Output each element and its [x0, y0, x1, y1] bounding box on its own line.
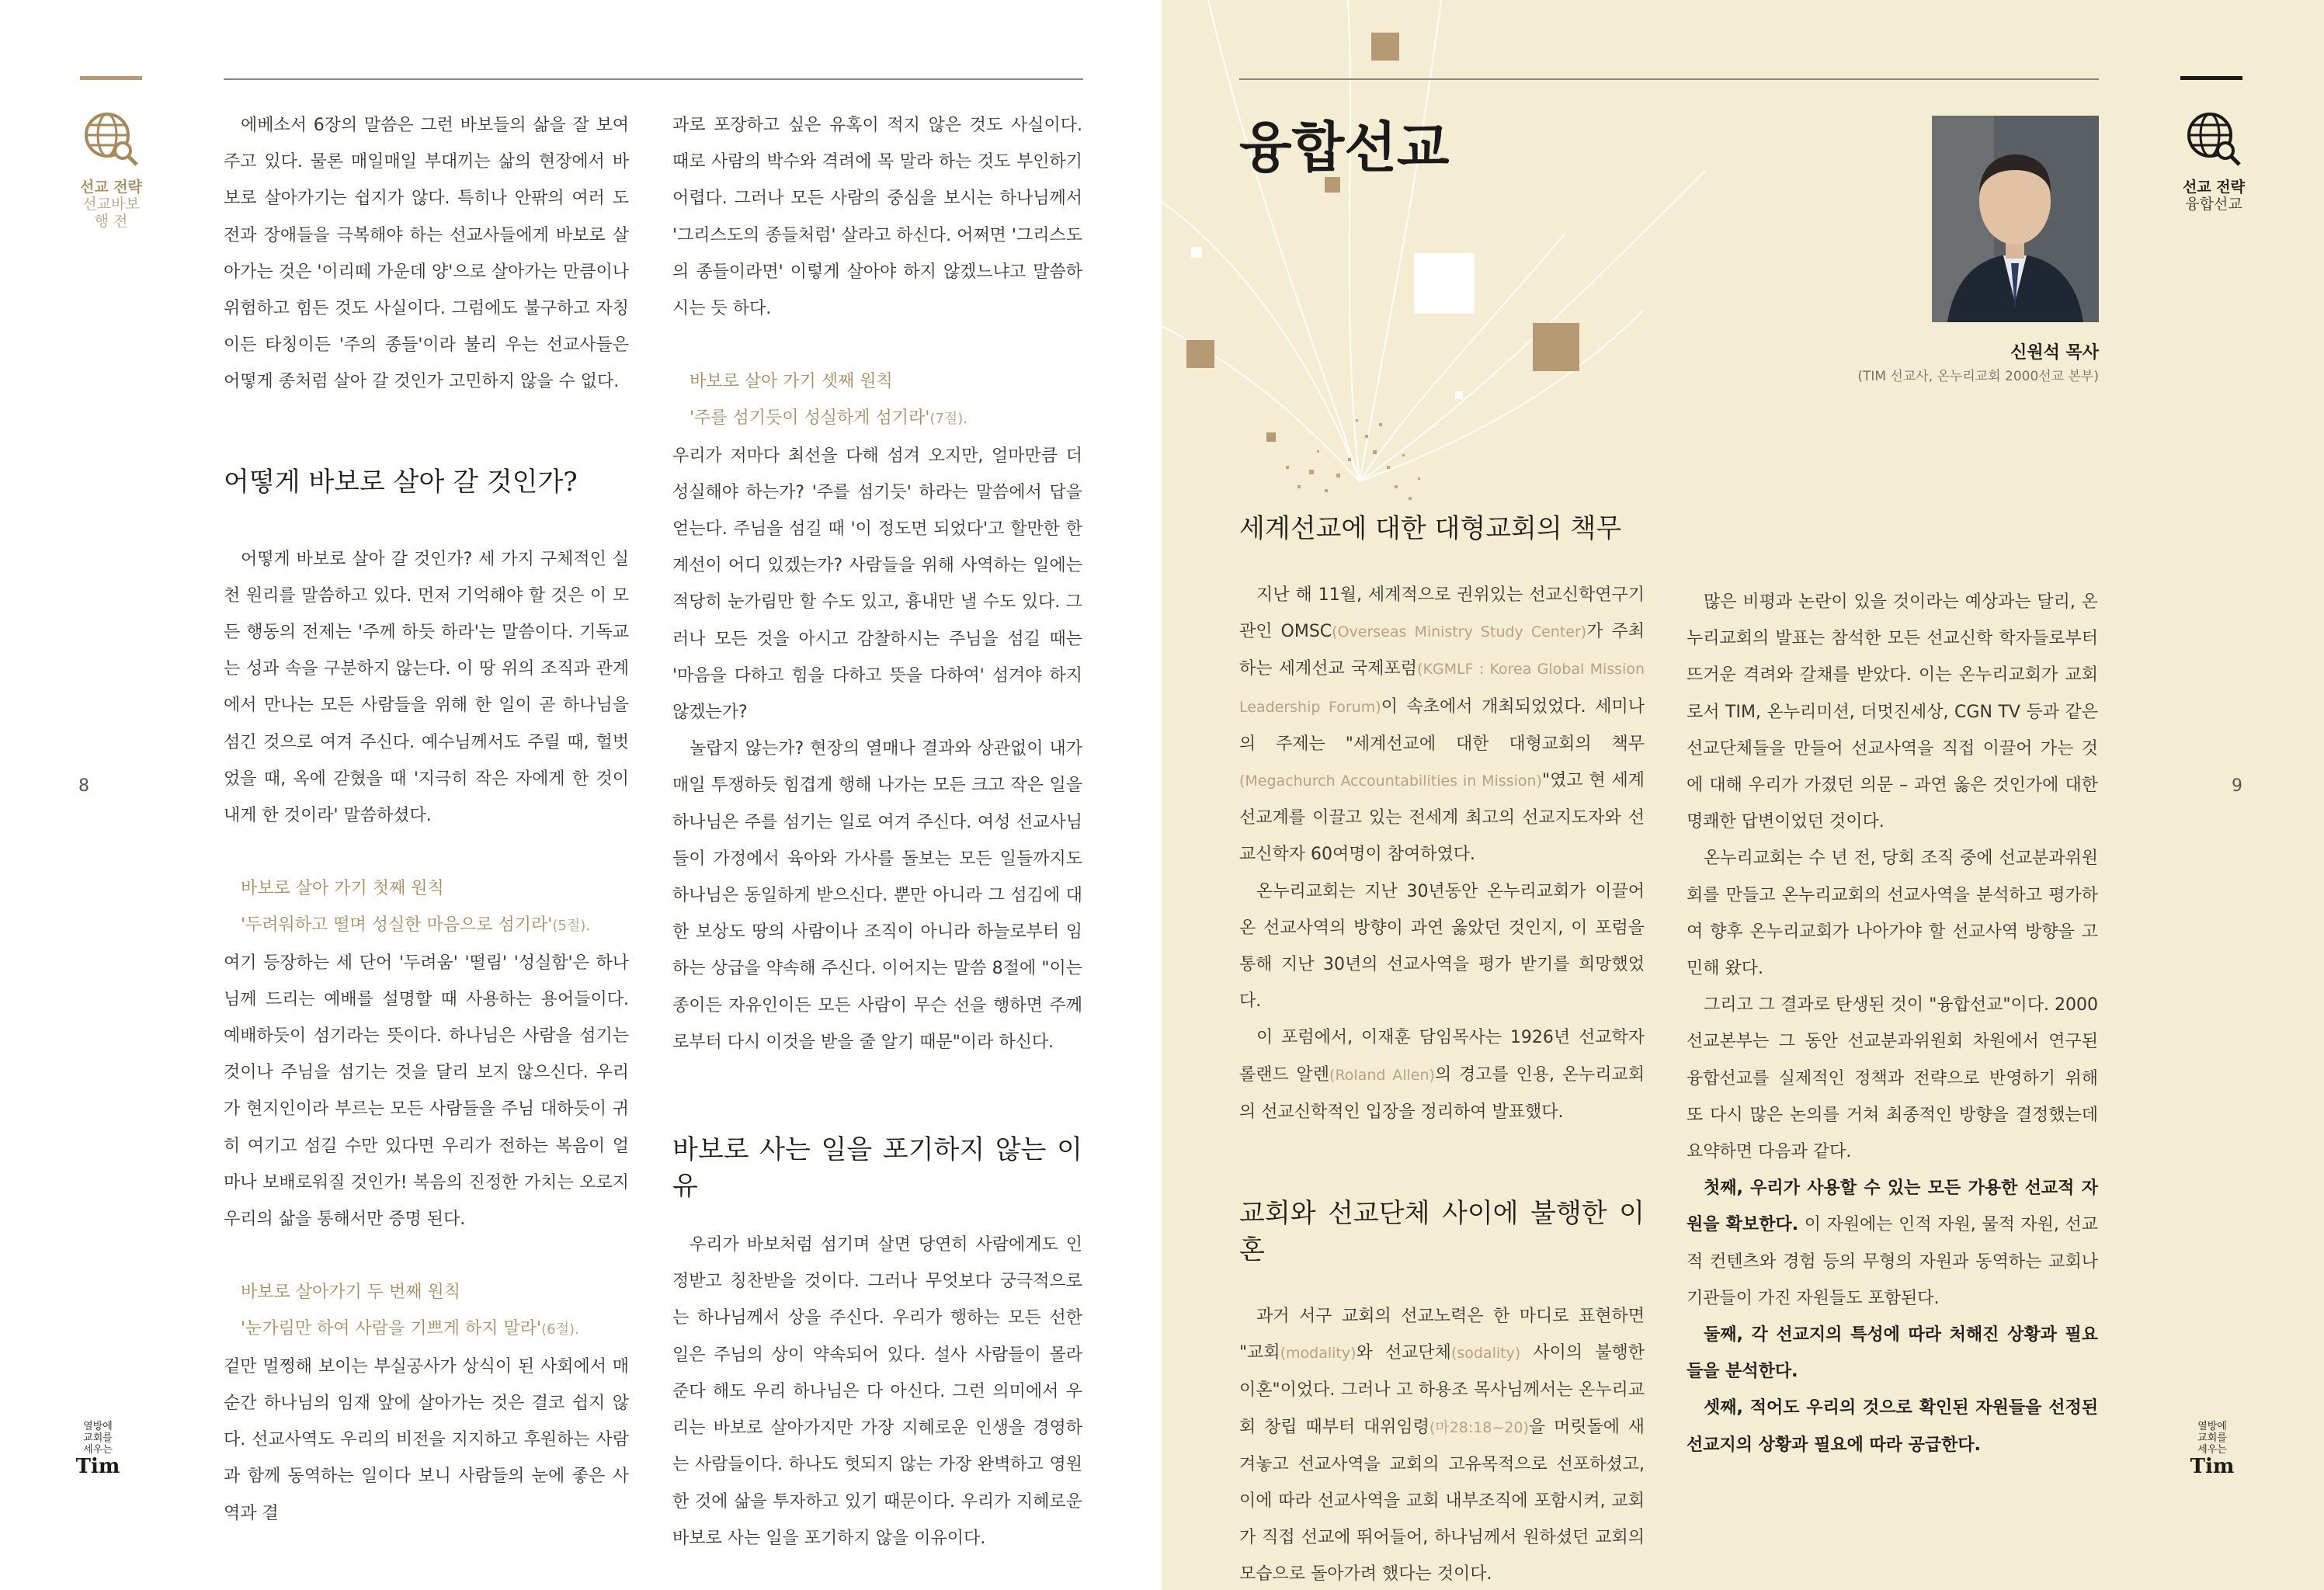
- principle-quote: '눈가림만 하여 사람을 기쁘게 하지 말라': [241, 1319, 542, 1339]
- deco-square: [1533, 323, 1579, 371]
- paragraph: [1239, 1019, 1645, 1130]
- list-item: [1687, 1170, 2098, 1317]
- verse-ref: (6절).: [541, 1321, 579, 1338]
- paragraph: 그리고 그 결과로 탄생된 것이 "융합선교"이다. 2000선교본부는 그 동안 선교분과위원회 차원에서 연구된 융합선교를 실제적인 정책과 전략으로 반영하기 위해 또 다시 많은 논의를 거쳐 최종적인 방향을 결정했는데 요약하면 다음과 같다.: [1687, 995, 2098, 1162]
- paragraph: [1239, 577, 1645, 873]
- deco-square: [1266, 432, 1276, 442]
- principle-quote-line: [224, 1311, 629, 1348]
- left-column-1: [224, 107, 629, 1532]
- item-bold: 둘째, 각 선교지의 특성에 따라 처해진 상황과 필요들을 분석한다.: [1687, 1325, 2098, 1382]
- section-heading: 세계선교에 대한 대형교회의 책무: [1239, 513, 1622, 544]
- deco-square: [1414, 253, 1475, 314]
- english-term: (Megachurch Accountabilities in Mission): [1239, 772, 1542, 790]
- left-accent-line: [80, 76, 142, 80]
- text-run: 이 포럼에서, 이재훈 담임목사는 1926년 선교학자 롤랜드 알렌: [1239, 1028, 1645, 1085]
- right-column-2: [1687, 584, 2098, 1463]
- deco-square: [1191, 247, 1202, 258]
- english-term: (Overseas Ministry Study Center): [1332, 623, 1587, 641]
- logo-brand: Tim: [75, 1455, 120, 1478]
- right-column-1: [1239, 511, 1645, 1590]
- logo-brand: Tim: [2190, 1455, 2235, 1478]
- verse-ref: (5절).: [552, 918, 590, 935]
- globe-search-icon: [2183, 109, 2242, 168]
- text-run: 과거 서구 교회의 선교노력은 한 마디로 표현하면 "교회: [1239, 1307, 1645, 1363]
- right-side-label: [2171, 179, 2256, 213]
- paragraph: 온누리교회는 수 년 전, 당회 조직 중에 선교분과위원회를 만들고 온누리교회의 선교사역을 분석하고 평가하여 향후 온누리교회가 나아가야 할 선교사역 방향을 고민해 왔다.: [1687, 849, 2098, 979]
- side-label-subtitle: 융합선교: [2185, 196, 2242, 213]
- page-title: 융합선교: [1239, 116, 1450, 179]
- section-heading: 교회와 선교단체 사이에 불행한 이혼: [1239, 1198, 1645, 1266]
- left-top-rule: [224, 78, 1083, 80]
- principle-quote-line: [224, 907, 629, 944]
- list-item: [1687, 1317, 2098, 1390]
- text-run: 지난 해 11월, 세계적으로 권위있는 선교신학연구기관인 OMSC: [1239, 585, 1645, 642]
- section-heading: 바보로 사는 일을 포기하지 않는 이유: [672, 1134, 1082, 1203]
- principle-quote: '주를 섬기듯이 성실하게 섬기라': [690, 408, 930, 429]
- paragraph: [1239, 1298, 1645, 1590]
- principle-title: 바보로 살아가기 두 번째 원칙: [241, 1283, 460, 1303]
- text-run: "였고 현 세계 선교계를 이끌고 있는 전세계 최고의 선교지도자와 선교신학자 60여명이 참여하였다.: [1239, 771, 1645, 865]
- paragraph: 여기 등장하는 세 단어 '두려움' '떨림' '성실함'은 하나님께 드리는 예배를 설명할 때 사용하는 용어들이다. 예배하듯이 섬기라는 뜻이다. 하나님은 사람을 섬기는 것이나 주님을 섬기는 것을 달리 보지 않으신다. 우리가 현지인이라 부르는 모든 사람들을 주님 대하듯이 귀히 여기고 섬길 수만 있다면 우리가 전하는 복음이 얼마나 보배로워질 것인가! 복음의 진정한 가치는 오로지 우리의 삶을 통해서만 증명 된다.: [224, 953, 629, 1230]
- text-run: 이 속초에서 개최되었었다. 세미나의 주제는 "세계선교에 대한 대형교회의 책무: [1239, 696, 1645, 754]
- english-term: (KGMLF : Korea Global Mission Leadership Forum): [1239, 661, 1645, 716]
- side-label-category: 선교 전략: [79, 179, 143, 196]
- paragraph: 우리가 바보처럼 섬기며 살면 당연히 사람에게도 인정받고 칭찬받을 것이다. 그러나 무엇보다 궁극적으로는 하나님께서 상을 주신다. 우리가 행하는 모든 선한 일은 주님의 상이 약속되어 있다. 설사 사람들이 몰라 준다 해도 우리 하나님은 다 아신다. 그런 의미에서 우리는 바보로 살아가지만 가장 지혜로운 인생을 경영하는 사람들이다. 하나도 헛되지 않는 가장 완벽하고 영원한 것에 삶을 투자하고 있기 때문이다. 우리가 지혜로운 바보로 사는 일을 포기하지 않을 이유이다.: [672, 1235, 1082, 1548]
- logo-tagline: 열방에 교회를 세우는: [2197, 1421, 2227, 1456]
- english-term: (modality): [1280, 1345, 1357, 1363]
- text-run: 와 선교단체: [1356, 1343, 1451, 1363]
- page-number: 8: [78, 776, 89, 796]
- item-text: 이 자원에는 인적 자원, 물적 자원, 선교적 컨텐츠와 경험 등의 무형의 자원과 동역하는 교회나 기관들이 가진 자원들도 포함된다.: [1687, 1215, 2098, 1308]
- paragraph: 겉만 멀쩡해 보이는 부실공사가 상식이 된 사회에서 매 순간 하나님의 임재 앞에 살아가는 것은 결코 쉽지 않다. 선교사역도 우리의 비전을 지지하고 후원하는 사람과 함께 동역하는 일이다 보니 사람들의 눈에 좋은 사역과 결: [224, 1356, 629, 1523]
- author-name: 신원석 목사: [2010, 343, 2099, 363]
- footer-logo: [75, 1421, 121, 1477]
- right-top-rule: [1239, 78, 2099, 80]
- left-side-label: [76, 179, 146, 230]
- text-run: 을 머릿돌에 새겨놓고 선교사역을 교회의 고유목적으로 선포하셨고, 이에 따라 선교사역을 교회 내부조직에 포함시켜, 교회가 직접 선교에 뛰어들어, 하나님께서 원하셨던 교회의 모습으로 돌아가려 했다는 것이다.: [1239, 1417, 1645, 1585]
- verse-ref: (7절).: [929, 411, 967, 428]
- paragraph: 온누리교회는 지난 30년동안 온누리교회가 이끌어 온 선교사역의 방향이 과연 옳았던 것인지, 이 포럼을 통해 지난 30년의 선교사역을 평가 받기를 희망했었다.: [1239, 881, 1645, 1012]
- principle-title: 바보로 살아 가기 첫째 원칙: [241, 879, 444, 899]
- paragraph: 에베소서 6장의 말씀은 그런 바보들의 삶을 잘 보여 주고 있다. 물론 매일매일 부대끼는 삶의 현장에서 바보로 살아가기는 쉽지가 않다. 특히나 안팎의 여러 도전과 장애들을 극복해야 하는 선교사들에게 바보로 살아가는 것은 '이리떼 가운데 양'으로 살아가는 만큼이나 위험하고 힘든 것도 사실이다. 그럼에도 불구하고 자칭이든 타칭이든 '주의 종들'이라 불리 우는 선교사들은 어떻게 종처럼 살아 갈 것인가 고민하지 않을 수 없다.: [224, 116, 629, 392]
- deco-square: [1455, 391, 1463, 399]
- author-photo: [1932, 116, 2099, 322]
- page-number: 9: [2232, 776, 2242, 796]
- principle-quote: '두려워하고 떨며 성실한 마음으로 섬기라': [241, 915, 553, 936]
- author-affiliation: (TIM 선교사, 온누리교회 2000선교 본부): [1857, 369, 2099, 384]
- paragraph: 많은 비평과 논란이 있을 것이라는 예상과는 달리, 온누리교회의 발표는 참석한 모든 선교신학 학자들로부터 뜨거운 격려와 갈채를 받았다. 이는 온누리교회가 교회로서 TIM, 온누리미션, 더멋진세상, CGN TV 등과 같은 선교단체들을 만들어 선교사역을 직접 이끌어 가는 것에 대해 우리가 가졌던 의문 – 과연 옳은 것인가에 대한 명쾌한 답변이었던 것이다.: [1687, 592, 2098, 832]
- english-term: (sodality): [1450, 1345, 1521, 1363]
- principle-quote-line: [672, 400, 1082, 437]
- section-heading: 어떻게 바보로 살아 갈 것인가?: [224, 466, 578, 498]
- logo-tagline: 열방에 교회를 세우는: [83, 1421, 113, 1456]
- paragraph: 놀랍지 않는가? 현장의 열매나 결과와 상관없이 내가 매일 투쟁하듯 힘겹게 행해 나가는 모든 크고 작은 일을 하나님은 주를 섬기는 일로 여겨 주신다. 여성 선교사님들이 가정에서 육아와 가사를 돌보는 모든 일들까지도 하나님은 동일하게 받으신다. 뿐만 아니라 그 섬김에 대한 보상도 땅의 사람이나 조직이 아니라 하늘로부터 임하는 상급을 약속해 주신다. 이어지는 말씀 8절에 "이는 종이든 자유인이든 모든 사람이 무슨 선을 행하면 주께로부터 다시 이것을 받을 줄 알기 때문"이라 하신다.: [672, 739, 1082, 1052]
- deco-square: [1371, 33, 1399, 61]
- side-label-subtitle: 선교바보 행 전: [82, 196, 140, 230]
- item-bold: 셋째, 적어도 우리의 것으로 확인된 자원들을 선정된 선교지의 상황과 필요에 따라 공급한다.: [1687, 1398, 2098, 1455]
- right-accent-line: [2180, 76, 2242, 80]
- paragraph: 우리가 저마다 최선을 다해 섬겨 오지만, 얼마만큼 더 성실해야 하는가? '주를 섬기듯' 하라는 말씀에서 답을 얻는다. 주님을 섬길 때 '이 정도면 되었다'고 할만한 한계선이 어디 있겠는가? 사람들을 위해 사역하는 일에는 적당히 눈가림만 할 수도 있고, 흉내만 낼 수도 있다. 그러나 모든 것을 아시고 감찰하시는 주님을 섬길 때는 '마음을 다하고 힘을 다하고 뜻을 다하여' 섬겨야 하지 않겠는가?: [672, 446, 1082, 723]
- deco-square: [1186, 340, 1214, 368]
- paragraph: 과로 포장하고 싶은 유혹이 적지 않은 것도 사실이다. 때로 사람의 박수와 격려에 목 말라 하는 것도 부인하기 어렵다. 그러나 모든 사람의 중심을 보시는 하나님께서 '그리스도의 종들처럼' 살라고 하신다. 어쩌면 '그리스도의 종들이라면' 이렇게 살아야 하지 않겠느냐고 말씀하시는 듯 하다.: [672, 116, 1082, 319]
- principle-title: 바보로 살아 가기 셋째 원칙: [690, 372, 893, 392]
- paragraph: 어떻게 바보로 살아 갈 것인가? 세 가지 구체적인 실천 원리를 말씀하고 있다. 먼저 기억해야 할 것은 이 모든 행동의 전제는 '주께 하듯 하라'는 말씀이다. 기독교는 성과 속을 구분하지 않는다. 이 땅 위의 조직과 관계에서 만나는 모든 사람들을 위해 한 일이 곧 하나님을 섬긴 것으로 여겨 주신다. 예수님께서도 주릴 때, 헐벗었을 때, 옥에 갇혔을 때 '지극히 작은 자에게 한 것이 내게 한 것이라' 말씀하셨다.: [224, 549, 629, 826]
- text-run: 가 주최하는 세계선교 국제포럼: [1239, 622, 1645, 679]
- footer-logo: [2189, 1421, 2235, 1477]
- left-column-2: [672, 107, 1082, 1557]
- verse-ref: (마28:18~20): [1429, 1418, 1529, 1436]
- side-label-category: 선교 전략: [2182, 179, 2246, 196]
- right-page: [1162, 0, 2324, 1590]
- text-run: 의 경고를 인용, 온누리교회의 선교신학적인 입장을 정리하여 발표했다.: [1239, 1064, 1645, 1122]
- list-item: [1687, 1390, 2098, 1463]
- item-bold: 첫째, 우리가 사용할 수 있는 모든 가용한 선교적 자원을 확보한다.: [1687, 1179, 2098, 1235]
- globe-search-icon: [81, 109, 140, 168]
- text-run: 사이의 불행한 이혼"이었다. 그러나 고 하용조 목사님께서는 온누리교회 창립 때부터 대위임령: [1239, 1343, 1645, 1437]
- english-term: (Roland Allen): [1329, 1066, 1435, 1084]
